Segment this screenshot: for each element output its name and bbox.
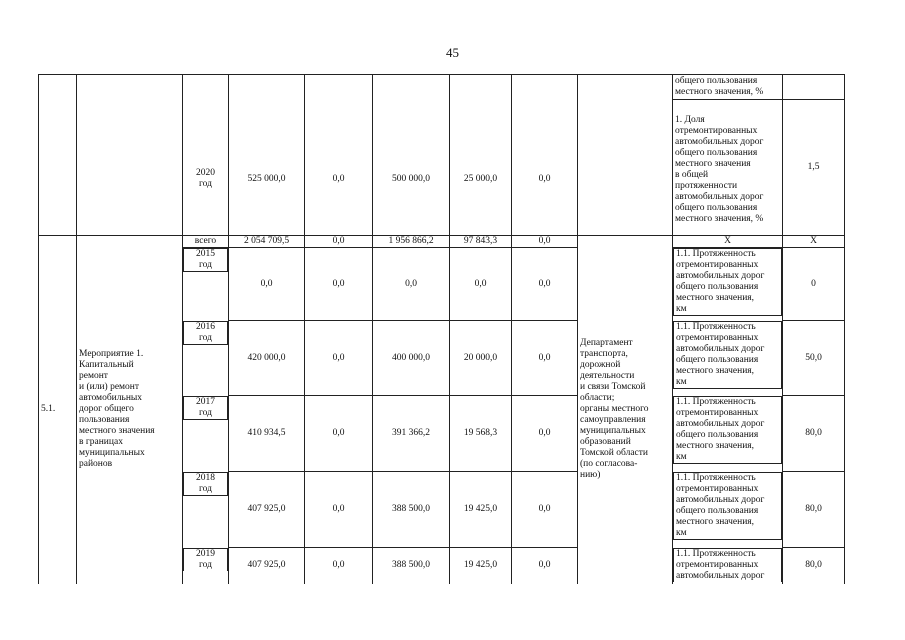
regional-value: 1 956 866,2 [388,236,434,246]
local-cell [450,236,512,248]
federal-value: 0,0 [332,236,345,246]
federal-cell [305,75,373,236]
total-cell: 407 925,0 [229,472,305,548]
regional-cell: 400 000,0 [373,321,450,396]
other-value: 0,0 [538,173,551,184]
other-cell: 0,0 [512,548,578,584]
other-value: 0,0 [538,236,551,246]
year-label: 2020 год [196,168,215,189]
regional-cell: 388 500,0 [373,472,450,548]
year-cell: 2016 год [183,321,228,345]
indicator-value: 1,5 [807,162,820,172]
regional-cell [373,75,450,236]
regional-value: 500 000,0 [392,173,430,184]
total-cell: 407 925,0 [229,548,305,584]
regional-cell [373,236,450,248]
indicator-cell: 1.1. Протяженность отремонтированных автомобильных дорог общего пользования местного значения, км [673,472,782,540]
local-cell: 19 425,0 [450,548,512,584]
year-cell [183,75,229,236]
federal-cell: 0,0 [305,548,373,584]
indicator-value-cell: 80,0 [783,396,845,472]
executor-cell [578,236,673,584]
year-cell: 2019 год [183,548,228,571]
indicator-cell [673,236,783,248]
total-cell: 420 000,0 [229,321,305,396]
local-cell: 0,0 [450,248,512,321]
other-cell: 0,0 [512,321,578,396]
item-name-text: Мероприятие 1. Капитальный ремонт и (или) ремонт автомобильных дорог общего пользования местного значения в границах муниципальных районов [79,349,155,470]
indicator-value-cell [783,100,845,236]
year-cell: 2018 год [183,472,228,496]
total-cell: 0,0 [229,248,305,321]
year-cell: 2015 год [183,248,228,272]
indicator-value: X [810,236,817,246]
federal-cell: 0,0 [305,396,373,472]
indicator-text: общего пользования местного значения, % [675,76,764,97]
indicator-cell [673,75,783,100]
indicator-cell [673,100,783,236]
local-cell: 20 000,0 [450,321,512,396]
item-number-text: 5.1. [41,404,56,415]
total-cell [229,75,305,236]
federal-cell: 0,0 [305,248,373,321]
item-number [39,236,77,584]
name-cell [77,75,183,236]
page-number: 45 [446,45,459,60]
indicator-cell: 1.1. Протяженность отремонтированных автомобильных дорог общего пользования местного значения, км [673,248,782,316]
table-row [39,236,845,248]
regional-cell: 388 500,0 [373,548,450,584]
federal-cell: 0,0 [305,321,373,396]
indicator-text: X [724,236,731,246]
total-value: 525 000,0 [247,173,286,184]
executor-cell [578,75,673,236]
federal-value: 0,0 [332,173,345,184]
id-cell [39,75,77,236]
year-cell: 2017 год [183,396,228,420]
indicator-value-cell [783,236,845,248]
local-value: 25 000,0 [463,173,498,184]
indicator-value-cell: 80,0 [783,548,845,584]
federal-cell [305,236,373,248]
item-name [77,236,183,584]
federal-cell: 0,0 [305,472,373,548]
indicator-value-cell: 0 [783,248,845,321]
indicator-value-cell [783,75,845,100]
other-cell: 0,0 [512,472,578,548]
indicator-cell: 1.1. Протяженность отремонтированных автомобильных дорог [673,548,782,582]
local-cell [450,75,512,236]
indicator-value-cell: 50,0 [783,321,845,396]
indicator-text: 1. Доля отремонтированных автомобильных дорог общего пользования местного значения в общей протяженности автомобильных дорог общего пользования местного значения, % [675,114,764,224]
year-label: всего [194,236,217,246]
local-cell: 19 425,0 [450,472,512,548]
regional-cell: 391 366,2 [373,396,450,472]
indicator-cell: 1.1. Протяженность отремонтированных автомобильных дорог общего пользования местного значения, км [673,321,782,389]
local-value: 97 843,3 [463,236,498,246]
total-value: 2 054 709,5 [243,236,290,246]
total-cell [229,236,305,248]
total-cell: 410 934,5 [229,396,305,472]
executor-text: Департамент транспорта, дорожной деятельности и связи Томской области; органы местного самоуправления муниципальных образований Томской области (по согласова- нию) [580,338,649,481]
local-cell: 19 568,3 [450,396,512,472]
regional-cell: 0,0 [373,248,450,321]
table-row [39,75,845,100]
other-cell: 0,0 [512,248,578,321]
indicator-value-cell: 80,0 [783,472,845,548]
year-cell [183,236,229,248]
other-cell [512,75,578,236]
indicator-cell: 1.1. Протяженность отремонтированных автомобильных дорог общего пользования местного значения, км [673,396,782,464]
program-table [38,74,845,584]
other-cell: 0,0 [512,396,578,472]
other-cell [512,236,578,248]
